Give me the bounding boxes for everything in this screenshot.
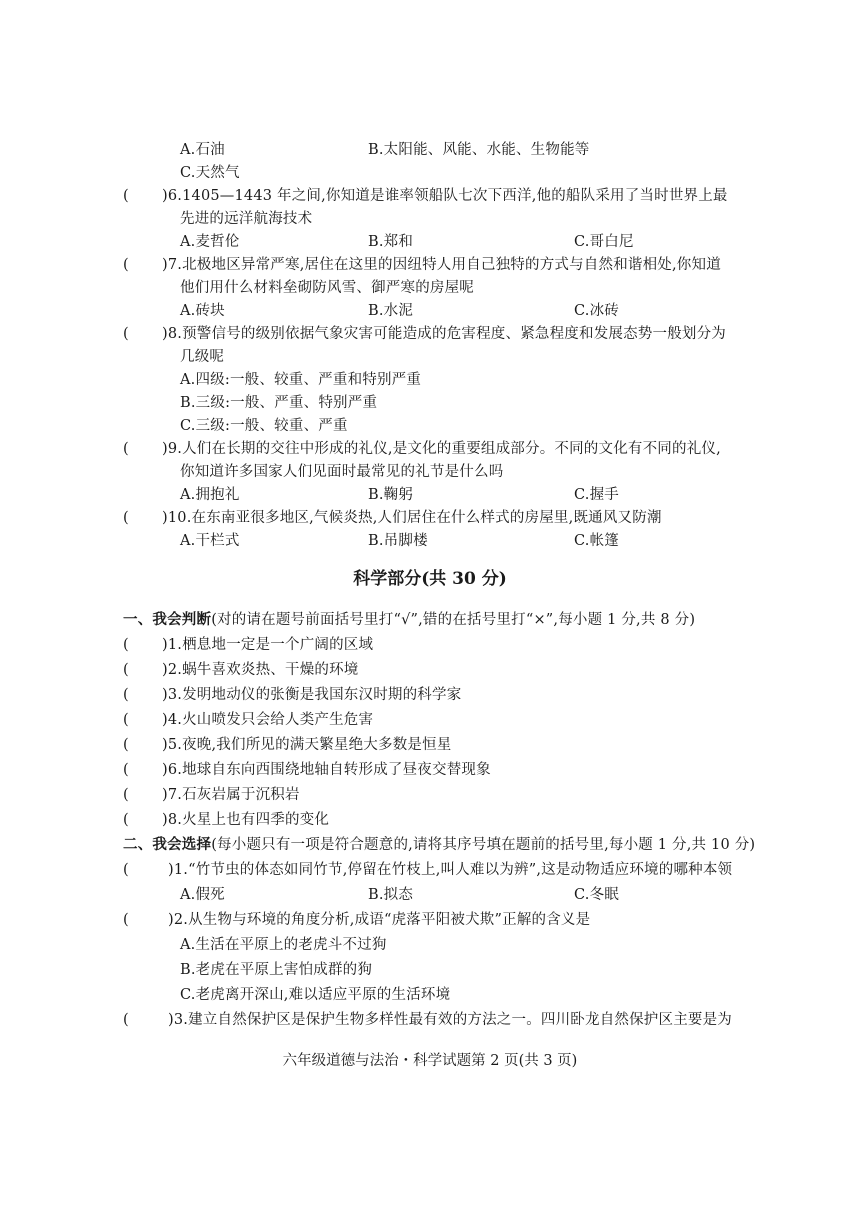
q6-answer-paren: ( bbox=[123, 188, 129, 204]
q6-option-b: B.郑和 bbox=[368, 234, 414, 250]
science-section-title: 科学部分(共 30 分) bbox=[353, 569, 507, 589]
q5-option-b: B.太阳能、风能、水能、生物能等 bbox=[368, 142, 590, 158]
part2-heading-instructions: (每小题只有一项是符合题意的,请将其序号填在题前的括号里,每小题 1 分,共 10 分) bbox=[211, 837, 756, 853]
p1-q7-text: )7.石灰岩属于沉积岩 bbox=[162, 787, 300, 803]
p2-q2-option-c: C.老虎离开深山,难以适应平原的生活环境 bbox=[180, 987, 451, 1003]
q6-question-line2: 先进的远洋航海技术 bbox=[180, 211, 313, 227]
p1-q7-answer-paren: ( bbox=[123, 787, 129, 803]
q5-option-c: C.天然气 bbox=[180, 165, 240, 181]
p2-q1-option-c: C.冬眠 bbox=[574, 887, 619, 903]
p1-q2-answer-paren: ( bbox=[123, 662, 129, 678]
q8-answer-paren: ( bbox=[123, 326, 129, 342]
p2-q1-question: )1.“竹节虫的体态如同竹节,停留在竹枝上,叫人难以为辨”,这是动物适应环境的哪种本领 bbox=[168, 862, 733, 878]
q8-question-line2: 几级呢 bbox=[180, 349, 225, 365]
q8-option-c: C.三级:一般、较重、严重 bbox=[180, 418, 348, 434]
page-footer: 六年级道德与法治・科学试题第 2 页(共 3 页) bbox=[282, 1053, 578, 1069]
p2-q2-option-a: A.生活在平原上的老虎斗不过狗 bbox=[180, 937, 387, 953]
part1-heading bbox=[123, 610, 695, 630]
q6-option-c: C.哥白尼 bbox=[574, 234, 634, 250]
p1-q3-answer-paren: ( bbox=[123, 687, 129, 703]
q7-option-a: A.砖块 bbox=[180, 303, 225, 319]
p1-q8-answer-paren: ( bbox=[123, 812, 129, 828]
p2-q3-question: )3.建立自然保护区是保护生物多样性最有效的方法之一。四川卧龙自然保护区主要是为 bbox=[168, 1012, 732, 1028]
q9-option-c: C.握手 bbox=[574, 487, 619, 503]
q7-option-c: C.冰砖 bbox=[574, 303, 619, 319]
q9-answer-paren: ( bbox=[123, 441, 129, 457]
p2-q2-option-b: B.老虎在平原上害怕成群的狗 bbox=[180, 962, 373, 978]
q9-question-line2: 你知道许多国家人们见面时最常见的礼节是什么吗 bbox=[180, 464, 504, 480]
q5-option-a: A.石油 bbox=[180, 142, 225, 158]
q7-answer-paren: ( bbox=[123, 257, 129, 273]
p1-q8-text: )8.火星上也有四季的变化 bbox=[162, 812, 330, 828]
p1-q4-answer-paren: ( bbox=[123, 712, 129, 728]
q7-question-line2: 他们用什么材料垒砌防风雪、御严寒的房屋呢 bbox=[180, 280, 474, 296]
q9-question-line1: )9.人们在长期的交往中形成的礼仪,是文化的重要组成部分。不同的文化有不同的礼仪, bbox=[162, 441, 721, 457]
q8-option-b: B.三级:一般、严重、特别严重 bbox=[180, 395, 378, 411]
part2-heading bbox=[123, 835, 755, 855]
part1-heading-label: 一、我会判断 bbox=[123, 611, 212, 628]
p2-q1-answer-paren: ( bbox=[123, 862, 129, 878]
p1-q1-answer-paren: ( bbox=[123, 637, 129, 653]
q10-question-line1: )10.在东南亚很多地区,气候炎热,人们居住在什么样式的房屋里,既通风又防潮 bbox=[162, 510, 662, 526]
p2-q2-question: )2.从生物与环境的角度分析,成语“虎落平阳被犬欺”正解的含义是 bbox=[168, 912, 591, 928]
q10-answer-paren: ( bbox=[123, 510, 129, 526]
part1-heading-instructions: (对的请在题号前面括号里打“√”,错的在括号里打“×”,每小题 1 分,共 8 分) bbox=[211, 612, 696, 628]
p1-q5-answer-paren: ( bbox=[123, 737, 129, 753]
q6-option-a: A.麦哲伦 bbox=[180, 234, 240, 250]
p1-q3-text: )3.发明地动仪的张衡是我国东汉时期的科学家 bbox=[162, 687, 462, 703]
p1-q1-text: )1.栖息地一定是一个广阔的区域 bbox=[162, 637, 374, 653]
p1-q6-answer-paren: ( bbox=[123, 762, 129, 778]
p2-q1-option-b: B.拟态 bbox=[368, 887, 414, 903]
q10-option-a: A.干栏式 bbox=[180, 533, 240, 549]
p1-q6-text: )6.地球自东向西围绕地轴自转形成了昼夜交替现象 bbox=[162, 762, 491, 778]
q8-option-a: A.四级:一般、较重、严重和特别严重 bbox=[180, 372, 422, 388]
p1-q4-text: )4.火山喷发只会给人类产生危害 bbox=[162, 712, 374, 728]
p2-q2-answer-paren: ( bbox=[123, 912, 129, 928]
part2-heading-label: 二、我会选择 bbox=[123, 836, 212, 853]
q6-question-line1: )6.1405—1443 年之间,你知道是谁率领船队七次下西洋,他的船队采用了当时世界上最 bbox=[162, 188, 728, 204]
p2-q3-answer-paren: ( bbox=[123, 1012, 129, 1028]
q7-question-line1: )7.北极地区异常严寒,居住在这里的因纽特人用自己独特的方式与自然和谐相处,你知道 bbox=[162, 257, 721, 273]
q9-option-a: A.拥抱礼 bbox=[180, 487, 240, 503]
q10-option-b: B.吊脚楼 bbox=[368, 533, 428, 549]
p1-q2-text: )2.蜗牛喜欢炎热、干燥的环境 bbox=[162, 662, 359, 678]
q7-option-b: B.水泥 bbox=[368, 303, 414, 319]
p1-q5-text: )5.夜晚,我们所见的满天繁星绝大多数是恒星 bbox=[162, 737, 452, 753]
q10-option-c: C.帐篷 bbox=[574, 533, 619, 549]
p2-q1-option-a: A.假死 bbox=[180, 887, 225, 903]
q8-question-line1: )8.预警信号的级别依据气象灾害可能造成的危害程度、紧急程度和发展态势一般划分为 bbox=[162, 326, 726, 342]
q9-option-b: B.鞠躬 bbox=[368, 487, 414, 503]
